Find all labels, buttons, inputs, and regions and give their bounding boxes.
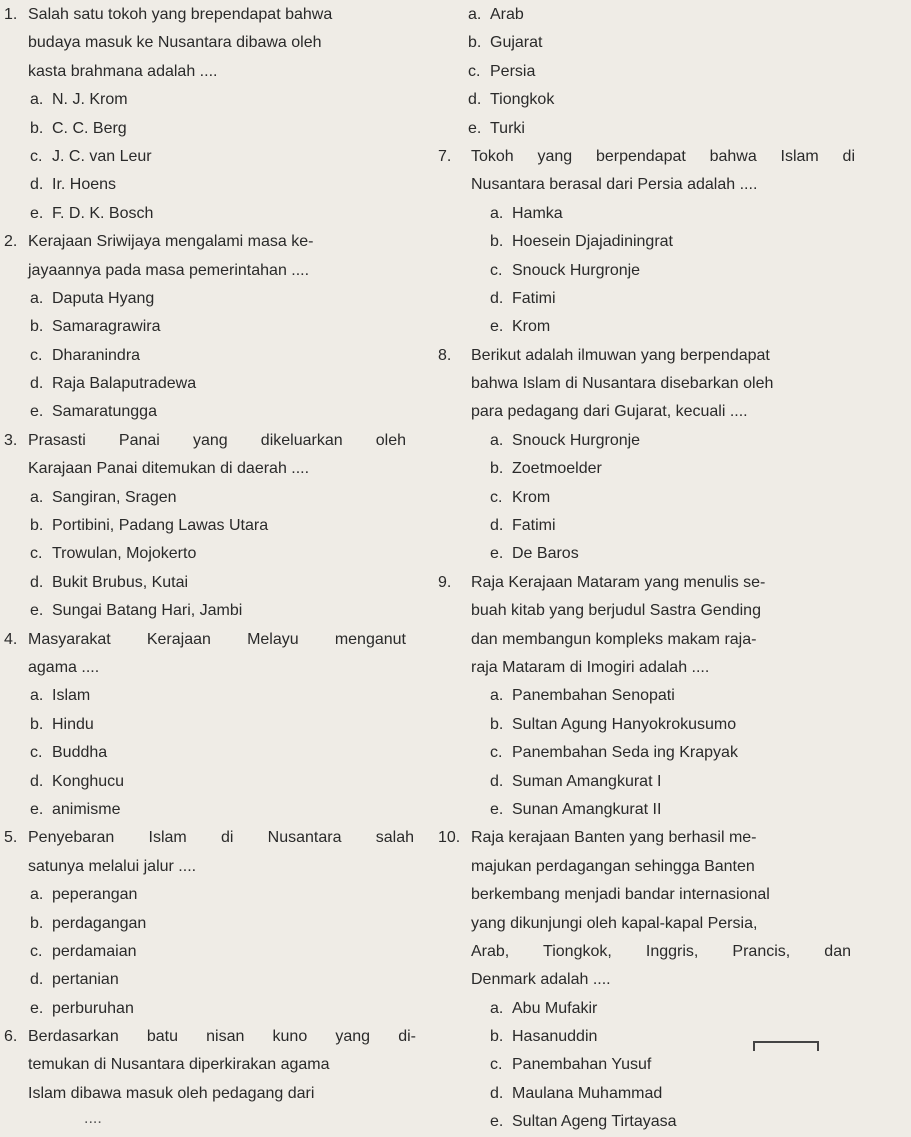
question-number: 9.	[438, 573, 452, 591]
option-b[interactable]: b. Hoesein Djajadiningrat	[490, 233, 673, 251]
question-7	[438, 143, 911, 342]
question-3	[0, 427, 430, 626]
option-e[interactable]: e. De Baros	[490, 545, 579, 563]
question-10	[438, 824, 911, 1136]
option-a[interactable]: a. peperangan	[30, 886, 138, 904]
question-stem-line: raja Mataram di Imogiri adalah ....	[471, 658, 710, 676]
option-c[interactable]: c. Buddha	[30, 744, 108, 762]
option-c[interactable]: c. Krom	[490, 488, 551, 506]
question-stem-line: Penyebaran Islam di Nusantara salah	[28, 829, 414, 847]
option-e[interactable]: e. Samaratungga	[30, 403, 157, 421]
option-a[interactable]: a. Abu Mufakir	[490, 999, 598, 1017]
option-e[interactable]: e. Sunan Amangkurat II	[490, 800, 662, 818]
option-a[interactable]: a. Daputa Hyang	[30, 289, 155, 307]
option-c[interactable]: c. Snouck Hurgronje	[490, 261, 641, 279]
option-b[interactable]: b. Gujarat	[468, 34, 543, 52]
question-stem-line: buah kitab yang berjudul Sastra Gending	[471, 602, 761, 620]
option-a[interactable]: a. Islam	[30, 687, 91, 705]
question-stem-line: Tokoh yang berpendapat bahwa Islam di	[471, 147, 855, 165]
question-stem-line: Raja Kerajaan Mataram yang menulis se-	[471, 573, 766, 591]
option-a[interactable]: a. N. J. Krom	[30, 91, 128, 109]
option-d[interactable]: d. Fatimi	[490, 517, 556, 535]
question-number: 3.	[4, 431, 18, 449]
option-c[interactable]: c. Dharanindra	[30, 346, 141, 364]
question-number: 4.	[4, 630, 18, 648]
left-column	[0, 0, 430, 1130]
question-stem-line: Islam dibawa masuk oleh pedagang dari	[28, 1084, 315, 1102]
question-8	[438, 342, 911, 569]
question-stem-line: yang dikunjungi oleh kapal-kapal Persia,	[471, 914, 758, 932]
option-e[interactable]: e. Turki	[468, 119, 525, 137]
question-stem-line: bahwa Islam di Nusantara disebarkan oleh	[471, 375, 774, 393]
option-d[interactable]: d. Ir. Hoens	[30, 176, 117, 194]
option-a[interactable]: a. Hamka	[490, 204, 563, 222]
option-e[interactable]: e. Sungai Batang Hari, Jambi	[30, 602, 243, 620]
option-d[interactable]: d. Raja Balaputradewa	[30, 375, 197, 393]
option-e[interactable]: e. Krom	[490, 318, 551, 336]
option-c[interactable]: c. Panembahan Yusuf	[490, 1056, 652, 1074]
question-stem-line: Berikut adalah ilmuwan yang berpendapat	[471, 346, 770, 364]
option-c[interactable]: c. Persia	[468, 62, 536, 80]
question-stem-line: para pedagang dari Gujarat, kecuali ....	[471, 403, 748, 421]
question-stem-line: jayaannya pada masa pemerintahan ....	[28, 261, 310, 279]
question-number: 8.	[438, 346, 452, 364]
question-stem-line: Raja kerajaan Banten yang berhasil me-	[471, 829, 757, 847]
question-stem-line: Salah satu tokoh yang brependapat bahwa	[28, 6, 333, 23]
question-stem-line: Denmark adalah ....	[471, 971, 611, 989]
question-stem-line: berkembang menjadi bandar internasional	[471, 886, 770, 904]
option-d[interactable]: d. Fatimi	[490, 289, 556, 307]
question-number: 2.	[4, 233, 18, 251]
option-b[interactable]: b. Sultan Agung Hanyokrokusumo	[490, 715, 737, 733]
option-c[interactable]: c. perdamaian	[30, 942, 137, 960]
option-d[interactable]: d. Tiongkok	[468, 91, 555, 109]
question-number: 10.	[438, 829, 461, 847]
question-1	[0, 1, 430, 228]
question-stem-line: Prasasti Panai yang dikeluarkan oleh	[28, 431, 406, 449]
question-stem-line: Kerajaan Sriwijaya mengalami masa ke-	[28, 233, 314, 251]
question-stem-line: dan membangun kompleks makam raja-	[471, 630, 757, 648]
question-stem-line: Masyarakat Kerajaan Melayu menganut	[28, 630, 406, 648]
question-2	[0, 228, 430, 427]
option-c[interactable]: c. Panembahan Seda ing Krapyak	[490, 744, 738, 762]
question-stem-line: temukan di Nusantara diperkirakan agama	[28, 1056, 330, 1074]
option-d[interactable]: d. Maulana Muhammad	[490, 1084, 663, 1102]
option-e[interactable]: e. F. D. K. Bosch	[30, 204, 154, 222]
option-e[interactable]: e. perburuhan	[30, 999, 134, 1017]
question-number: 7.	[438, 147, 452, 165]
answer-blank: ....	[84, 1110, 102, 1128]
option-a[interactable]: a. Arab	[468, 6, 524, 23]
question-number: 6.	[4, 1028, 18, 1046]
question-stem-line: agama ....	[28, 658, 100, 676]
corner-bracket-mark	[753, 1041, 819, 1051]
option-b[interactable]: b. Hindu	[30, 715, 94, 733]
option-a[interactable]: a. Sangiran, Sragen	[30, 488, 177, 506]
option-d[interactable]: d. Bukit Brubus, Kutai	[30, 573, 189, 591]
question-stem-line: Arab, Tiongkok, Inggris, Prancis, dan	[471, 942, 851, 960]
option-a[interactable]: a. Panembahan Senopati	[490, 687, 675, 705]
question-stem-line: Karajaan Panai ditemukan di daerah ....	[28, 460, 310, 478]
question-4	[0, 626, 430, 825]
option-d[interactable]: d. Konghucu	[30, 772, 125, 790]
option-b[interactable]: b. Samaragrawira	[30, 318, 161, 336]
question-stem-line: majukan perdagangan sehingga Banten	[471, 857, 755, 875]
question-stem-line: budaya masuk ke Nusantara dibawa oleh	[28, 34, 322, 52]
option-b[interactable]: b. Portibini, Padang Lawas Utara	[30, 517, 269, 535]
option-c[interactable]: c. J. C. van Leur	[30, 147, 152, 165]
question-1-options-continued	[438, 1, 911, 143]
right-column	[438, 0, 911, 1137]
question-9	[438, 569, 911, 825]
option-b[interactable]: b. Zoetmoelder	[490, 460, 602, 478]
question-number: 1.	[4, 6, 18, 23]
option-d[interactable]: d. Suman Amangkurat I	[490, 772, 662, 790]
question-5	[0, 824, 430, 1023]
option-a[interactable]: a. Snouck Hurgronje	[490, 431, 641, 449]
question-6	[0, 1023, 430, 1130]
option-b[interactable]: b. perdagangan	[30, 914, 147, 932]
option-b[interactable]: b. C. C. Berg	[30, 119, 127, 137]
question-stem-line: satunya melalui jalur ....	[28, 857, 197, 875]
option-d[interactable]: d. pertanian	[30, 971, 119, 989]
question-stem-line: kasta brahmana adalah ....	[28, 62, 218, 80]
question-stem-line: Berdasarkan batu nisan kuno yang di-	[28, 1028, 416, 1046]
option-e[interactable]: e. animisme	[30, 800, 121, 818]
option-b[interactable]: b. Hasanuddin	[490, 1028, 598, 1046]
option-e[interactable]: e. Sultan Ageng Tirtayasa	[490, 1113, 677, 1131]
question-number: 5.	[4, 829, 18, 847]
option-c[interactable]: c. Trowulan, Mojokerto	[30, 545, 197, 563]
question-stem-line: Nusantara berasal dari Persia adalah ....	[471, 176, 758, 194]
